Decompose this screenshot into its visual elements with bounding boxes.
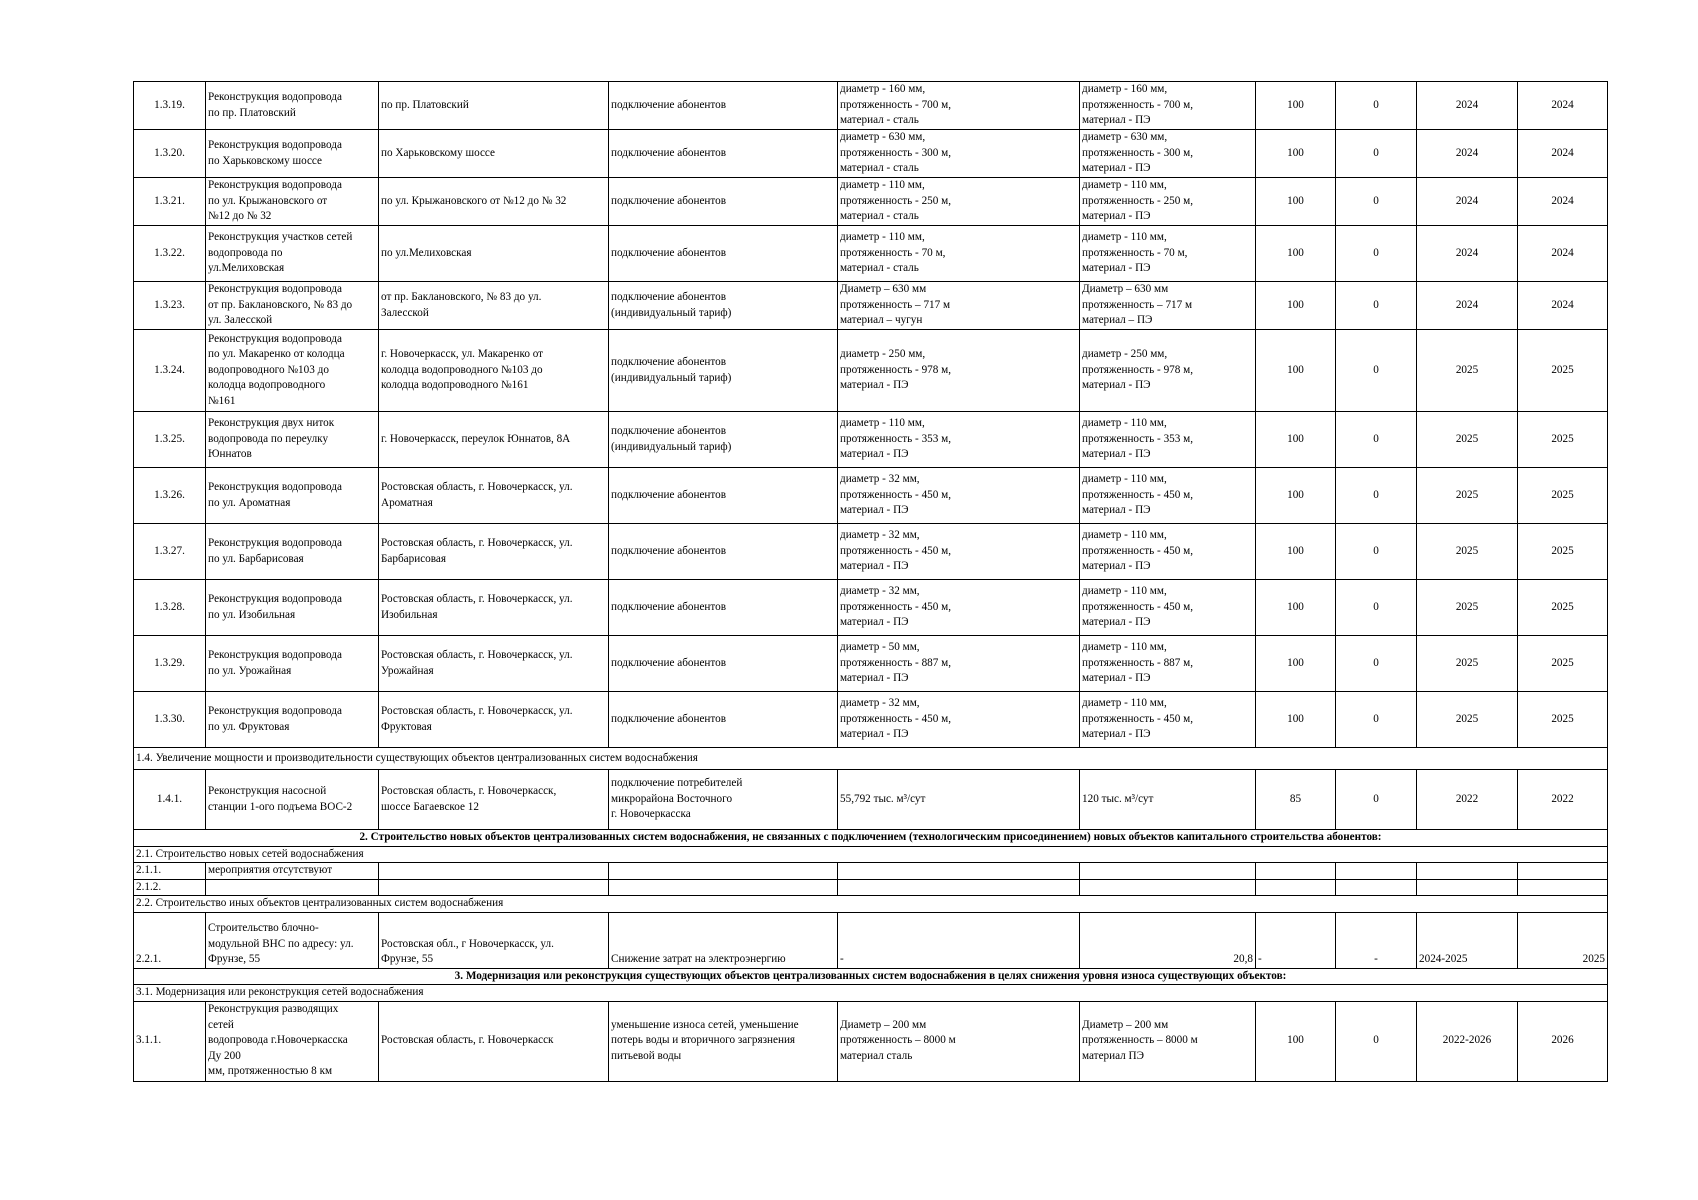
cell-purpose: подключение абонентов (индивидуальный тариф) — [609, 412, 838, 468]
cell-remaining-percent: 0 — [1336, 330, 1417, 412]
cell-measure-name: Реконструкция насосной станции 1-ого подъема ВОС-2 — [206, 770, 379, 830]
cell-item-number: 1.3.24. — [134, 330, 206, 412]
table-row — [134, 82, 1608, 130]
cell-start-year: 2024 — [1417, 178, 1518, 226]
cell-params-after: диаметр - 110 мм, протяженность - 450 м, материал - ПЭ — [1080, 692, 1256, 748]
cell-end-year: 2024 — [1518, 226, 1608, 282]
cell-purpose: подключение абонентов — [609, 580, 838, 636]
cell-end-year: 2025 — [1518, 468, 1608, 524]
cell-measure-name: Реконструкция водопровода по ул. Изобильная — [206, 580, 379, 636]
cell-purpose: подключение абонентов — [609, 82, 838, 130]
cell-start-year: 2025 — [1417, 524, 1518, 580]
cell-remaining-percent: 0 — [1336, 178, 1417, 226]
subsection-row — [134, 748, 1608, 770]
cell-remaining-percent: 0 — [1336, 82, 1417, 130]
cell-start-year — [1417, 863, 1518, 880]
cell-start-year: 2025 — [1417, 330, 1518, 412]
cell-params-before: диаметр - 50 мм, протяженность - 887 м, материал - ПЭ — [838, 636, 1080, 692]
subsection-row — [134, 846, 1608, 863]
cell-measure-name: Реконструкция разводящих сетей водопровода г.Новочеркасска Ду 200 мм, протяженностью 8 км — [206, 1001, 379, 1081]
table-row — [134, 580, 1608, 636]
cell-end-year: 2025 — [1518, 580, 1608, 636]
cell-remaining-percent: 0 — [1336, 636, 1417, 692]
cell-measure-name: Реконструкция водопровода по ул. Макаренко от колодца водопроводного №103 до колодца водопроводного №161 — [206, 330, 379, 412]
cell-measure-name: Реконструкция участков сетей водопровода по ул.Мелиховская — [206, 226, 379, 282]
cell-end-year: 2025 — [1518, 636, 1608, 692]
cell-location: г. Новочеркасск, ул. Макаренко от колодца водопроводного №103 до колодца водопроводного №161 — [379, 330, 609, 412]
cell-params-after — [1080, 863, 1256, 880]
cell-remaining-percent — [1336, 863, 1417, 880]
cell-params-before — [838, 879, 1080, 896]
cell-completion-percent: 100 — [1256, 82, 1336, 130]
cell-location: Ростовская область, г. Новочеркасск, ул. Фруктовая — [379, 692, 609, 748]
cell-item-number: 1.3.29. — [134, 636, 206, 692]
cell-measure-name: Реконструкция водопровода по ул. Урожайная — [206, 636, 379, 692]
subsection-title: 2.2. Строительство иных объектов централизованных систем водоснабжения — [134, 896, 1608, 913]
section-heading-row — [134, 830, 1608, 847]
cell-completion-percent — [1256, 863, 1336, 880]
cell-completion-percent: 100 — [1256, 468, 1336, 524]
cell-params-after: диаметр - 250 мм, протяженность - 978 м, материал - ПЭ — [1080, 330, 1256, 412]
cell-purpose: подключение потребителей микрорайона Восточного г. Новочеркасска — [609, 770, 838, 830]
cell-params-before: диаметр - 32 мм, протяженность - 450 м, материал - ПЭ — [838, 468, 1080, 524]
cell-measure-name: Реконструкция водопровода от пр. Баклановского, № 83 до ул. Залесской — [206, 282, 379, 330]
cell-location: Ростовская область, г. Новочеркасск, ул. Урожайная — [379, 636, 609, 692]
cell-start-year: 2024 — [1417, 130, 1518, 178]
cell-completion-percent: 100 — [1256, 178, 1336, 226]
table-row — [134, 770, 1608, 830]
cell-remaining-percent: 0 — [1336, 226, 1417, 282]
cell-remaining-percent: 0 — [1336, 692, 1417, 748]
cell-remaining-percent: 0 — [1336, 770, 1417, 830]
cell-remaining-percent: 0 — [1336, 580, 1417, 636]
cell-purpose: подключение абонентов — [609, 692, 838, 748]
cell-location: по ул. Крыжановского от №12 до № 32 — [379, 178, 609, 226]
cell-item-number: 1.3.22. — [134, 226, 206, 282]
table-row — [134, 468, 1608, 524]
cell-item-number: 1.4.1. — [134, 770, 206, 830]
cell-item-number: 1.3.20. — [134, 130, 206, 178]
cell-params-after: диаметр - 110 мм, протяженность - 353 м, материал - ПЭ — [1080, 412, 1256, 468]
table-row — [134, 879, 1608, 896]
cell-item-number: 1.3.23. — [134, 282, 206, 330]
cell-remaining-percent: - — [1336, 912, 1417, 968]
table-row — [134, 636, 1608, 692]
cell-params-before: диаметр - 110 мм, протяженность - 353 м, материал - ПЭ — [838, 412, 1080, 468]
table-row — [134, 863, 1608, 880]
cell-params-after: диаметр - 110 мм, протяженность - 450 м, материал - ПЭ — [1080, 468, 1256, 524]
cell-end-year: 2024 — [1518, 178, 1608, 226]
cell-item-number: 1.3.21. — [134, 178, 206, 226]
cell-end-year — [1518, 863, 1608, 880]
table-row — [134, 912, 1608, 968]
cell-remaining-percent: 0 — [1336, 1001, 1417, 1081]
cell-purpose: подключение абонентов — [609, 130, 838, 178]
cell-measure-name: мероприятия отсутствуют — [206, 863, 379, 880]
cell-start-year: 2025 — [1417, 580, 1518, 636]
cell-measure-name: Реконструкция водопровода по ул. Крыжановского от №12 до № 32 — [206, 178, 379, 226]
cell-start-year: 2022-2026 — [1417, 1001, 1518, 1081]
cell-completion-percent: 100 — [1256, 692, 1336, 748]
cell-location: Ростовская область, г. Новочеркасск, ул. Барбарисовая — [379, 524, 609, 580]
cell-params-before: - — [838, 912, 1080, 968]
cell-purpose: подключение абонентов — [609, 226, 838, 282]
cell-params-after: диаметр - 110 мм, протяженность - 250 м, материал - ПЭ — [1080, 178, 1256, 226]
table-row — [134, 226, 1608, 282]
cell-location — [379, 863, 609, 880]
subsection-title: 2.1. Строительство новых сетей водоснабжения — [134, 846, 1608, 863]
table-row — [134, 282, 1608, 330]
cell-purpose: подключение абонентов (индивидуальный тариф) — [609, 330, 838, 412]
cell-remaining-percent: 0 — [1336, 130, 1417, 178]
cell-purpose — [609, 879, 838, 896]
cell-params-before — [838, 863, 1080, 880]
cell-end-year: 2026 — [1518, 1001, 1608, 1081]
cell-params-after: Диаметр – 200 мм протяженность – 8000 м материал ПЭ — [1080, 1001, 1256, 1081]
cell-item-number: 3.1.1. — [134, 1001, 206, 1081]
cell-completion-percent: 85 — [1256, 770, 1336, 830]
cell-measure-name — [206, 879, 379, 896]
cell-location: г. Новочеркасск, переулок Юннатов, 8А — [379, 412, 609, 468]
cell-params-before: диаметр - 32 мм, протяженность - 450 м, материал - ПЭ — [838, 524, 1080, 580]
cell-measure-name: Реконструкция водопровода по Харьковскому шоссе — [206, 130, 379, 178]
cell-start-year: 2025 — [1417, 636, 1518, 692]
cell-remaining-percent — [1336, 879, 1417, 896]
cell-start-year: 2024 — [1417, 282, 1518, 330]
cell-end-year: 2025 — [1518, 412, 1608, 468]
cell-end-year — [1518, 879, 1608, 896]
cell-start-year: 2025 — [1417, 412, 1518, 468]
cell-measure-name: Реконструкция водопровода по пр. Платовский — [206, 82, 379, 130]
cell-params-after: диаметр - 110 мм, протяженность - 450 м, материал - ПЭ — [1080, 524, 1256, 580]
cell-completion-percent: 100 — [1256, 282, 1336, 330]
cell-item-number: 2.1.2. — [134, 879, 206, 896]
cell-completion-percent — [1256, 879, 1336, 896]
cell-params-before: диаметр - 110 мм, протяженность - 70 м, материал - сталь — [838, 226, 1080, 282]
table-body — [134, 82, 1608, 1082]
cell-start-year: 2024 — [1417, 82, 1518, 130]
cell-params-before: Диаметр – 630 мм протяженность – 717 м материал – чугун — [838, 282, 1080, 330]
cell-purpose: подключение абонентов — [609, 524, 838, 580]
cell-end-year: 2022 — [1518, 770, 1608, 830]
cell-item-number: 2.1.1. — [134, 863, 206, 880]
cell-completion-percent: 100 — [1256, 226, 1336, 282]
cell-end-year: 2024 — [1518, 130, 1608, 178]
cell-start-year: 2024 — [1417, 226, 1518, 282]
cell-start-year: 2025 — [1417, 468, 1518, 524]
cell-params-after: диаметр - 110 мм, протяженность - 450 м, материал - ПЭ — [1080, 580, 1256, 636]
cell-end-year: 2024 — [1518, 282, 1608, 330]
cell-completion-percent: 100 — [1256, 412, 1336, 468]
table-row — [134, 130, 1608, 178]
cell-start-year: 2024-2025 — [1417, 912, 1518, 968]
cell-location: Ростовская обл., г Новочеркасск, ул. Фрунзе, 55 — [379, 912, 609, 968]
cell-completion-percent: 100 — [1256, 330, 1336, 412]
table-row — [134, 692, 1608, 748]
subsection-title: 3.1. Модернизация или реконструкция сетей водоснабжения — [134, 985, 1608, 1002]
investment-program-table — [133, 81, 1608, 1082]
cell-remaining-percent: 0 — [1336, 468, 1417, 524]
cell-params-after: диаметр - 110 мм, протяженность - 887 м, материал - ПЭ — [1080, 636, 1256, 692]
cell-location — [379, 879, 609, 896]
cell-completion-percent: 100 — [1256, 1001, 1336, 1081]
subsection-row — [134, 985, 1608, 1002]
table-row — [134, 524, 1608, 580]
cell-end-year: 2024 — [1518, 82, 1608, 130]
cell-purpose: уменьшение износа сетей, уменьшение потерь воды и вторичного загрязнения питьевой воды — [609, 1001, 838, 1081]
cell-params-before: диаметр - 250 мм, протяженность - 978 м, материал - ПЭ — [838, 330, 1080, 412]
cell-params-after: диаметр - 160 мм, протяженность - 700 м, материал - ПЭ — [1080, 82, 1256, 130]
cell-purpose — [609, 863, 838, 880]
section-heading: 3. Модернизация или реконструкция существующих объектов централизованных систем водоснабжения в целях снижения уровня износа существующих объектов: — [134, 968, 1608, 985]
table-row — [134, 178, 1608, 226]
cell-params-after: 120 тыс. м³/сут — [1080, 770, 1256, 830]
subsection-row — [134, 896, 1608, 913]
cell-end-year: 2025 — [1518, 692, 1608, 748]
cell-completion-percent: 100 — [1256, 524, 1336, 580]
cell-item-number: 1.3.30. — [134, 692, 206, 748]
cell-purpose: подключение абонентов — [609, 636, 838, 692]
subsection-title: 1.4. Увеличение мощности и производительности существующих объектов централизованных систем водоснабжения — [134, 748, 1608, 770]
cell-location: от пр. Баклановского, № 83 до ул. Залесской — [379, 282, 609, 330]
cell-params-after: 20,8 — [1080, 912, 1256, 968]
cell-measure-name: Реконструкция двух ниток водопровода по переулку Юннатов — [206, 412, 379, 468]
cell-params-before: диаметр - 32 мм, протяженность - 450 м, материал - ПЭ — [838, 580, 1080, 636]
cell-remaining-percent: 0 — [1336, 524, 1417, 580]
table-row — [134, 412, 1608, 468]
cell-item-number: 1.3.26. — [134, 468, 206, 524]
cell-params-before: диаметр - 32 мм, протяженность - 450 м, материал - ПЭ — [838, 692, 1080, 748]
cell-item-number: 1.3.25. — [134, 412, 206, 468]
cell-location: по пр. Платовский — [379, 82, 609, 130]
cell-completion-percent: 100 — [1256, 580, 1336, 636]
section-heading-row — [134, 968, 1608, 985]
table-row — [134, 1001, 1608, 1081]
cell-remaining-percent: 0 — [1336, 282, 1417, 330]
cell-end-year: 2025 — [1518, 524, 1608, 580]
cell-location: по Харьковскому шоссе — [379, 130, 609, 178]
cell-completion-percent: - — [1256, 912, 1336, 968]
cell-params-before: диаметр - 630 мм, протяженность - 300 м, материал - сталь — [838, 130, 1080, 178]
cell-start-year: 2025 — [1417, 692, 1518, 748]
cell-item-number: 1.3.19. — [134, 82, 206, 130]
cell-purpose: Снижение затрат на электроэнергию — [609, 912, 838, 968]
cell-completion-percent: 100 — [1256, 130, 1336, 178]
cell-end-year: 2025 — [1518, 330, 1608, 412]
cell-item-number: 2.2.1. — [134, 912, 206, 968]
cell-remaining-percent: 0 — [1336, 412, 1417, 468]
cell-location: Ростовская область, г. Новочеркасск, ул. Изобильная — [379, 580, 609, 636]
cell-params-before: диаметр - 110 мм, протяженность - 250 м, материал - сталь — [838, 178, 1080, 226]
cell-params-after: диаметр - 630 мм, протяженность - 300 м, материал - ПЭ — [1080, 130, 1256, 178]
cell-params-after: Диаметр – 630 мм протяженность – 717 м материал – ПЭ — [1080, 282, 1256, 330]
cell-location: Ростовская область, г. Новочеркасск — [379, 1001, 609, 1081]
cell-purpose: подключение абонентов (индивидуальный тариф) — [609, 282, 838, 330]
cell-completion-percent: 100 — [1256, 636, 1336, 692]
cell-item-number: 1.3.27. — [134, 524, 206, 580]
cell-measure-name: Строительство блочно- модульной ВНС по адресу: ул. Фрунзе, 55 — [206, 912, 379, 968]
cell-purpose: подключение абонентов — [609, 468, 838, 524]
cell-purpose: подключение абонентов — [609, 178, 838, 226]
cell-location: Ростовская область, г. Новочеркасск, шоссе Багаевское 12 — [379, 770, 609, 830]
cell-measure-name: Реконструкция водопровода по ул. Барбарисовая — [206, 524, 379, 580]
section-heading: 2. Строительство новых объектов централизованных систем водоснабжения, не связанных с подключением (технологическим присоединением) новых объектов капитального строительства абонентов: — [134, 830, 1608, 847]
cell-params-after — [1080, 879, 1256, 896]
cell-measure-name: Реконструкция водопровода по ул. Фруктовая — [206, 692, 379, 748]
cell-item-number: 1.3.28. — [134, 580, 206, 636]
cell-params-before: 55,792 тыс. м³/сут — [838, 770, 1080, 830]
cell-params-after: диаметр - 110 мм, протяженность - 70 м, материал - ПЭ — [1080, 226, 1256, 282]
table-row — [134, 330, 1608, 412]
cell-end-year: 2025 — [1518, 912, 1608, 968]
cell-params-before: Диаметр – 200 мм протяженность – 8000 м материал сталь — [838, 1001, 1080, 1081]
cell-params-before: диаметр - 160 мм, протяженность - 700 м, материал - сталь — [838, 82, 1080, 130]
cell-start-year — [1417, 879, 1518, 896]
cell-start-year: 2022 — [1417, 770, 1518, 830]
cell-location: по ул.Мелиховская — [379, 226, 609, 282]
cell-measure-name: Реконструкция водопровода по ул. Ароматная — [206, 468, 379, 524]
cell-location: Ростовская область, г. Новочеркасск, ул. Ароматная — [379, 468, 609, 524]
